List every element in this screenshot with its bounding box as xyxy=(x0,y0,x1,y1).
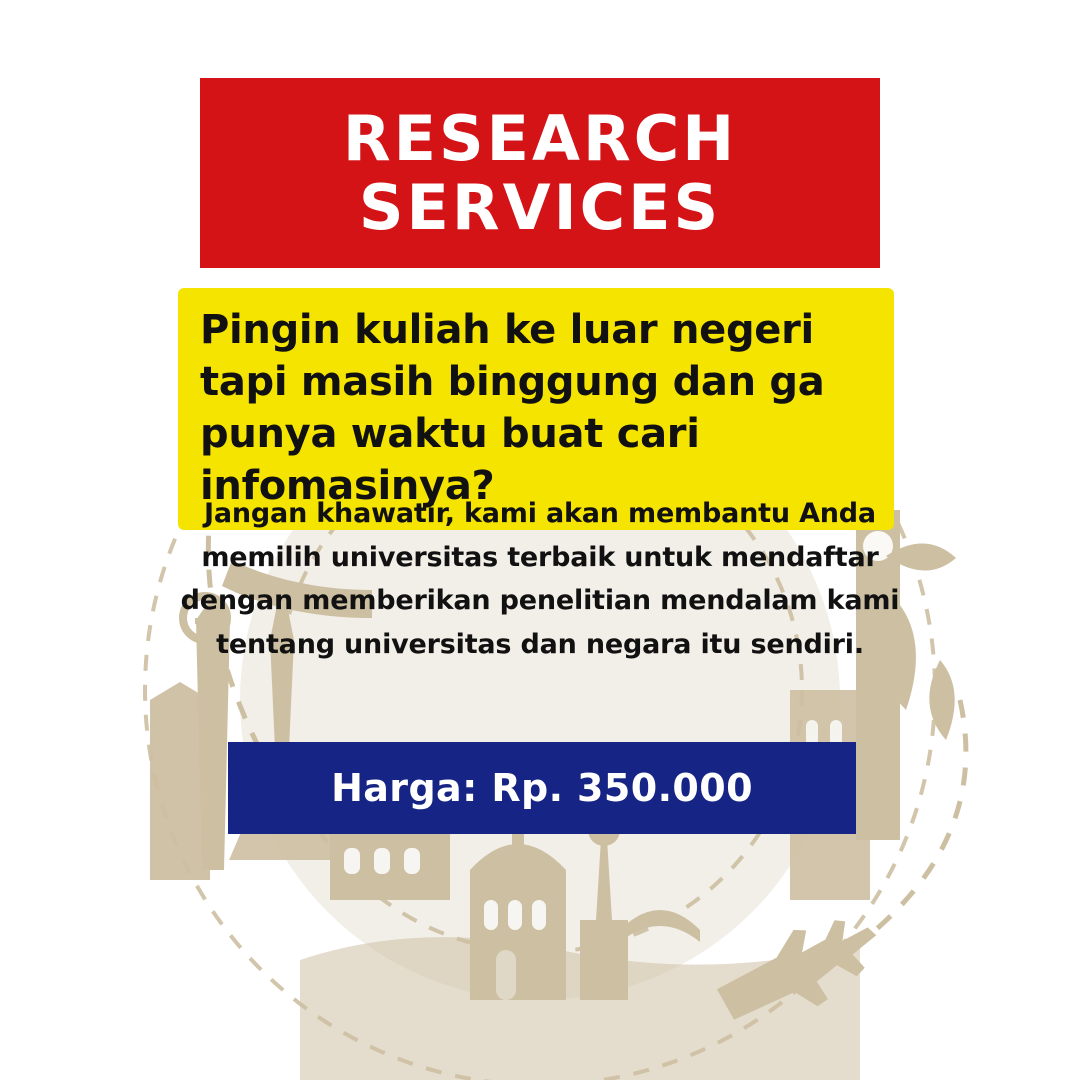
title-line-2: SERVICES xyxy=(358,171,722,244)
headline-text: Pingin kuliah ke luar negeri tapi masih binggung dan ga punya waktu buat cari infomasinya? xyxy=(200,307,825,509)
price-band xyxy=(228,742,856,834)
body-block xyxy=(180,492,900,667)
body-text: Jangan khawatir, kami akan membantu Anda memilih universitas terbaik untuk mendaftar dengan memberikan penelitian mendalam kami tentang universitas dan negara itu sendiri. xyxy=(180,498,900,661)
price-text: Harga: Rp. 350.000 xyxy=(331,766,753,810)
title-line-1: RESEARCH xyxy=(342,101,738,175)
title-band xyxy=(200,78,880,268)
